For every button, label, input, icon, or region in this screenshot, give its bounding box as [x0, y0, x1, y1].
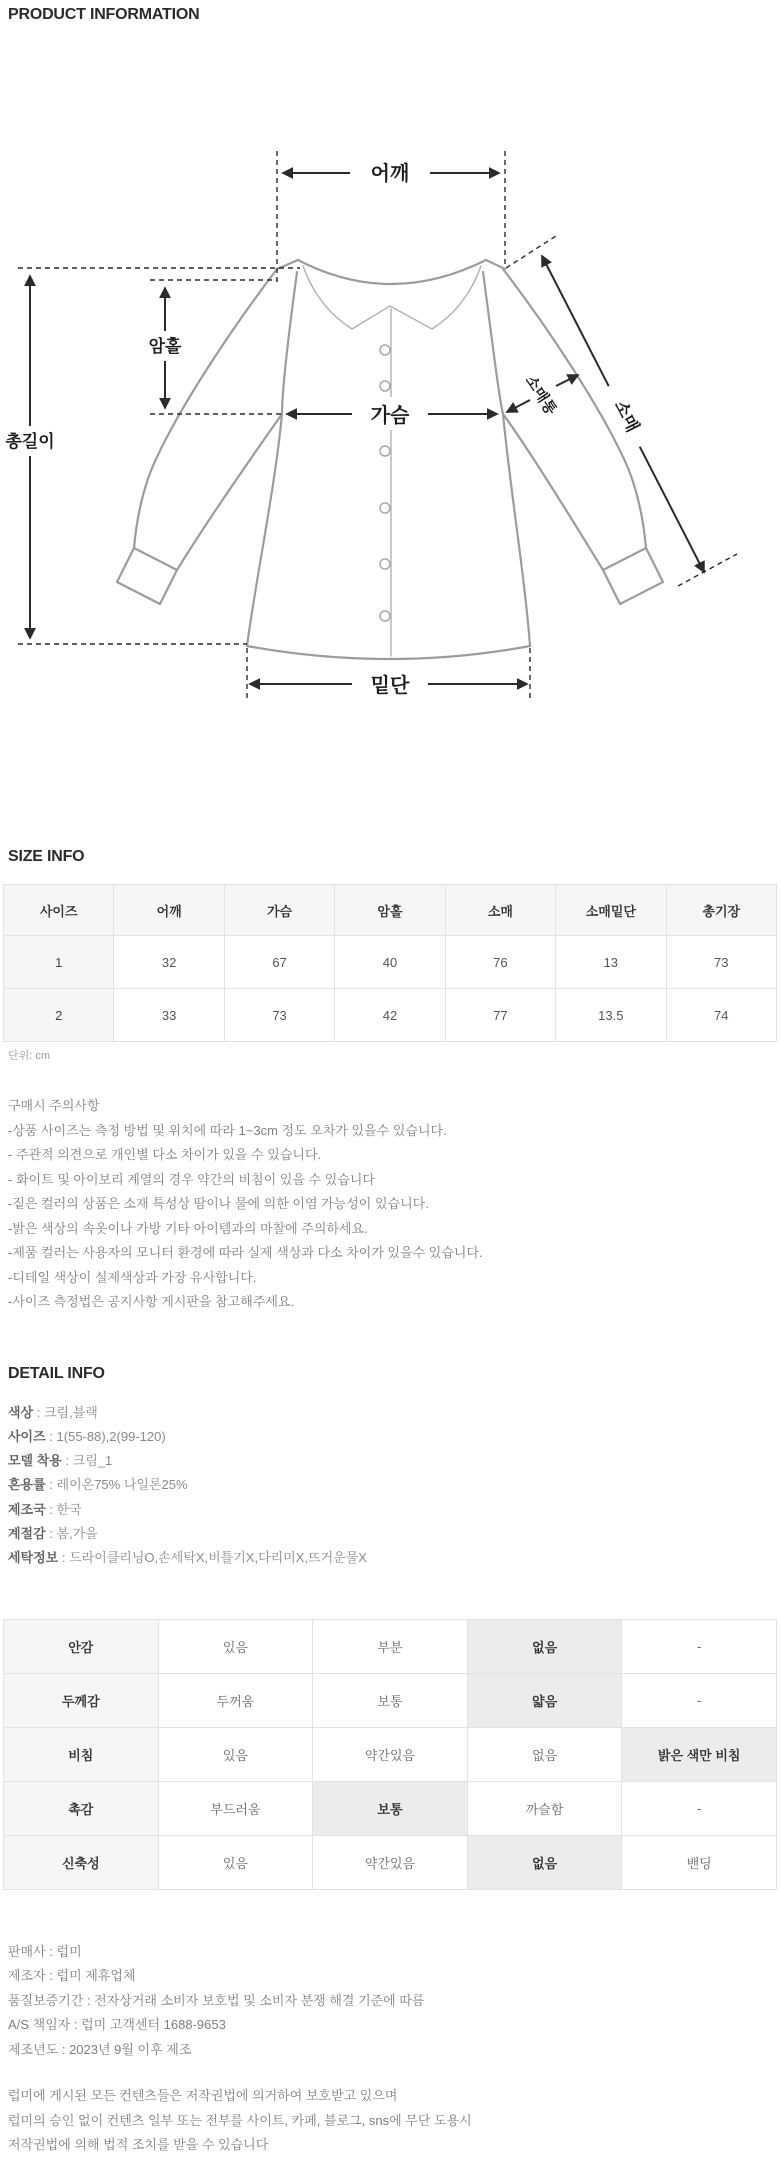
fabric-option-selected: 없음 — [467, 1619, 622, 1673]
size-col-header: 총기장 — [666, 885, 776, 936]
fabric-row-lining — [4, 1619, 777, 1673]
size-cell: 42 — [335, 989, 445, 1042]
fabric-row-label: 촉감 — [4, 1781, 159, 1835]
fabric-option: - — [622, 1619, 777, 1673]
size-col-header: 가슴 — [224, 885, 334, 936]
purchase-notice-line: -짙은 컬러의 상품은 소재 특성상 땀이나 물에 의한 이염 가능성이 있습니다. — [8, 1196, 429, 1211]
purchase-notice-line: -상품 사이즈는 측정 방법 및 위치에 따라 1~3cm 정도 오차가 있을수 있습니다. — [8, 1122, 447, 1138]
size-cell: 40 — [335, 936, 445, 989]
purchase-notice-line: -사이즈 측정법은 공지사항 게시판을 참고해주세요. — [8, 1294, 295, 1309]
detail-attribute — [8, 1498, 772, 1522]
attribute-separator: : — [61, 1453, 73, 1469]
size-cell: 77 — [445, 989, 555, 1042]
size-table — [3, 884, 777, 1042]
copyright-line: 럽미에 게시된 모든 컨텐츠들은 저작권법에 의거하여 보호받고 있으며 — [8, 2088, 398, 2104]
diagram-label-armhole: 암홀 — [148, 337, 182, 356]
attribute-separator: : — [58, 1550, 70, 1566]
detail-attribute — [8, 1473, 772, 1497]
fabric-option: 부드러움 — [158, 1781, 313, 1835]
size-cell: 73 — [224, 989, 334, 1042]
size-table-row — [4, 936, 777, 989]
page-title: PRODUCT INFORMATION — [8, 6, 200, 23]
attribute-label: 사이즈 — [8, 1428, 46, 1444]
detail-attribute — [8, 1401, 772, 1425]
attribute-label: 혼용률 — [8, 1477, 46, 1493]
attribute-value: 크림_1 — [72, 1453, 113, 1469]
seller-info-line: 판매사 : 럽미 — [8, 1943, 82, 1959]
copyright-line: 저작권법에 의해 법적 조치를 받을 수 있습니다 — [8, 2137, 269, 2153]
purchase-notice-line: - 주관적 의견으로 개인별 다소 차이가 있을 수 있습니다. — [8, 1147, 322, 1162]
size-cell: 32 — [114, 936, 224, 989]
fabric-option: 있음 — [158, 1727, 313, 1781]
fabric-option-selected: 없음 — [467, 1835, 622, 1889]
purchase-notice-line: -제품 컬러는 사용자의 모니터 환경에 따라 실제 색상과 다소 차이가 있을수 있습니다. — [8, 1245, 483, 1260]
size-table-header-row — [4, 885, 777, 936]
fabric-option: 있음 — [158, 1835, 313, 1889]
attribute-separator: : — [45, 1428, 57, 1444]
fabric-option: 두꺼움 — [158, 1673, 313, 1727]
size-cell: 2 — [4, 989, 114, 1042]
shirt-outline — [117, 260, 663, 659]
fabric-option: 까슬함 — [467, 1781, 622, 1835]
fabric-row-elasticity — [4, 1835, 777, 1889]
fabric-option: 약간있음 — [313, 1727, 468, 1781]
attribute-value: 레이온75% 나일론25% — [56, 1477, 188, 1493]
seller-info-line: A/S 책임자 : 럽미 고객센터 1688-9653 — [8, 2017, 226, 2033]
size-col-header: 암홀 — [335, 885, 445, 936]
fabric-properties-table — [3, 1619, 777, 1890]
fabric-option: 없음 — [467, 1727, 622, 1781]
collar — [303, 266, 481, 329]
attribute-label: 제조국 — [8, 1501, 46, 1517]
fabric-option: 있음 — [158, 1619, 313, 1673]
attribute-value: 드라이클리닝O,손세탁X,비틀기X,다리미X,뜨거운물X — [69, 1550, 367, 1566]
fabric-row-texture — [4, 1781, 777, 1835]
fabric-option: 부분 — [313, 1619, 468, 1673]
size-cell: 67 — [224, 936, 334, 989]
diagram-label-hem: 밑단 — [370, 675, 410, 697]
fabric-row-thickness — [4, 1673, 777, 1727]
fabric-row-label: 안감 — [4, 1619, 159, 1673]
attribute-separator: : — [45, 1525, 57, 1541]
attribute-label: 모델 착용 — [8, 1453, 62, 1469]
attribute-separator: : — [45, 1477, 57, 1493]
size-guide-diagram — [0, 96, 780, 708]
copyright-notice — [8, 2084, 772, 2158]
size-cell: 13 — [556, 936, 666, 989]
size-col-header: 사이즈 — [4, 885, 114, 936]
diagram-label-sleeve-width: 소매통 — [521, 372, 560, 419]
fabric-row-sheerness — [4, 1727, 777, 1781]
size-col-header: 소매 — [445, 885, 555, 936]
buttons — [380, 345, 390, 621]
attribute-label: 계절감 — [8, 1525, 46, 1541]
attribute-value: 크림,블랙 — [43, 1404, 98, 1420]
seller-info-line: 품질보증기간 : 전자상거래 소비자 보호법 및 소비자 분쟁 해결 기준에 따름 — [8, 1992, 425, 2008]
size-cell: 13.5 — [556, 989, 666, 1042]
attribute-label: 색상 — [8, 1404, 34, 1420]
detail-attributes — [8, 1401, 772, 1571]
size-col-header: 소매밑단 — [556, 885, 666, 936]
purchase-notice-title: 구매시 주의사항 — [8, 1098, 100, 1113]
fabric-row-label: 신축성 — [4, 1835, 159, 1889]
diagram-label-chest: 가슴 — [370, 405, 410, 427]
detail-attribute — [8, 1425, 772, 1449]
purchase-notice — [8, 1094, 772, 1315]
diagram-label-sleeve: 소매 — [610, 397, 643, 436]
attribute-value: 한국 — [56, 1501, 82, 1517]
size-cell: 1 — [4, 936, 114, 989]
seller-info-line: 제조년도 : 2023년 9월 이후 제조 — [8, 2041, 192, 2057]
purchase-notice-line: -밝은 색상의 속옷이나 가방 기타 아이템과의 마찰에 주의하세요. — [8, 1220, 368, 1236]
attribute-label: 세탁정보 — [8, 1550, 59, 1566]
size-col-header: 어깨 — [114, 885, 224, 936]
fabric-option-selected: 밝은 색만 비침 — [622, 1727, 777, 1781]
size-cell: 33 — [114, 989, 224, 1042]
seller-info-line: 제조자 : 럽미 제휴업체 — [8, 1968, 136, 1984]
attribute-value: 1(55-88),2(99-120) — [56, 1428, 166, 1444]
unit-note: 단위: cm — [8, 1050, 51, 1062]
detail-attribute — [8, 1522, 772, 1546]
fabric-option: - — [622, 1781, 777, 1835]
size-cell: 76 — [445, 936, 555, 989]
attribute-value: 봄,가을 — [56, 1525, 98, 1541]
fabric-option: 보통 — [313, 1673, 468, 1727]
fabric-option: 밴딩 — [622, 1835, 777, 1889]
copyright-line: 럽미의 승인 없이 컨텐츠 일부 또는 전부를 사이트, 카페, 블로그, sns에 무단 도용시 — [8, 2112, 472, 2128]
purchase-notice-line: -디테일 색상이 실제색상과 가장 유사합니다. — [8, 1269, 257, 1285]
detail-attribute — [8, 1546, 772, 1570]
fabric-option-selected: 보통 — [313, 1781, 468, 1835]
fabric-row-label: 비침 — [4, 1727, 159, 1781]
seller-info — [8, 1940, 772, 2063]
fabric-option: - — [622, 1673, 777, 1727]
fabric-row-label: 두께감 — [4, 1673, 159, 1727]
attribute-separator: : — [45, 1501, 57, 1517]
size-table-row — [4, 989, 777, 1042]
detail-attribute — [8, 1449, 772, 1473]
purchase-notice-line: - 화이트 및 아이보리 계열의 경우 약간의 비침이 있을 수 있습니다 — [8, 1171, 375, 1187]
size-cell: 74 — [666, 989, 776, 1042]
size-info-heading: SIZE INFO — [8, 848, 85, 865]
diagram-label-total-length: 총길이 — [5, 432, 55, 451]
detail-info-heading: DETAIL INFO — [8, 1364, 105, 1382]
fabric-option-selected: 얇음 — [467, 1673, 622, 1727]
measurement-labels — [2, 156, 653, 700]
fabric-option: 약간있음 — [313, 1835, 468, 1889]
attribute-separator: : — [33, 1404, 44, 1420]
size-cell: 73 — [666, 936, 776, 989]
diagram-label-shoulder: 어깨 — [370, 163, 410, 185]
